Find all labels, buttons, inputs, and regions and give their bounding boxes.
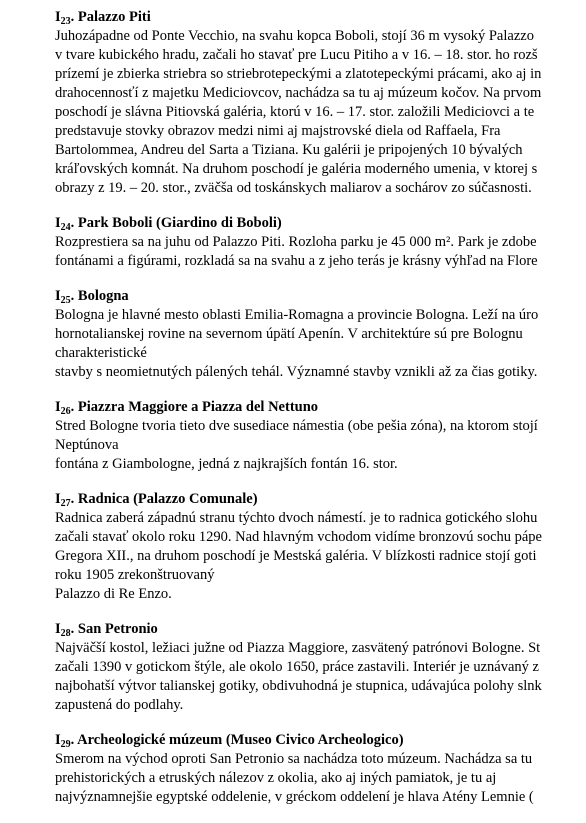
section-heading: $I_{28}$. San Petronio [55, 621, 158, 639]
body-text-line: prehistorických a etruských nálezov z okolia, ako aj iných pamiatok, je tu aj [55, 770, 497, 786]
body-text-line: Stred Bologne tvoria tieto dve susediace námestia (obe pešia zóna), na ktorom stojí [55, 418, 538, 434]
heading-title: Bologna [77, 288, 129, 304]
heading-title: Radnica (Palazzo Comunale) [77, 491, 258, 507]
heading-letter: I [55, 732, 61, 748]
heading-letter: I [55, 399, 61, 415]
body-text-line: charakteristické [55, 345, 147, 361]
heading-number: 29 [60, 739, 71, 750]
body-text-line: začali stavať okolo roku 1290. Nad hlavným vchodom vidíme bronzovú sochu pápe [55, 529, 542, 545]
body-text-line: hornotalianskej rovine na severnom úpätí Apenín. V architektúre sú pre Bolognu [55, 326, 523, 342]
body-text-line: fontána z Giambologne, jedná z najkrajších fontán 16. stor. [55, 456, 398, 472]
heading-title: Palazzo Piti [77, 9, 151, 25]
section-27 [55, 490, 586, 604]
body-text-line: najbohatší výtvor talianskej gotiky, obdivuhodná je stupnica, udávajúca polohy slnk [55, 678, 542, 694]
body-text-line: poschodí je slávna Pitiovská galéria, ktorú v 16. – 17. stor. založili Mediciovci a te [55, 104, 535, 120]
heading-number: 27 [60, 498, 71, 509]
body-text-line: predstavuje stovky obrazov medzi nimi aj majstrovské diela od Raffaela, Fra [55, 123, 501, 139]
heading-number: 25 [60, 295, 71, 306]
body-text-line: fontánami a figúrami, rozkladá sa na svahu a z jeho terás je krásny výhľad na Flore [55, 253, 538, 269]
body-text-line: stavby s neomietnutých pálených tehál. Významné stavby vznikli až za čias gotiky. [55, 364, 538, 380]
body-text-line: Najväčší kostol, ležiaci južne od Piazza Maggiore, zasvätený patrónovi Bologne. St [55, 640, 541, 656]
section-25 [55, 287, 586, 382]
heading-title: Park Boboli (Giardino di Boboli) [77, 215, 282, 231]
section-heading: $I_{26}$. Piazzra Maggiore a Piazza del Nettuno [55, 399, 319, 417]
heading-title: San Petronio [77, 621, 158, 637]
heading-letter: I [55, 621, 61, 637]
section-heading: $I_{24}$. Park Boboli (Giardino di Boboli) [55, 215, 282, 233]
heading-number: 28 [60, 628, 71, 639]
heading-letter: I [55, 9, 61, 25]
section-28 [55, 620, 586, 715]
section-heading: $I_{23}$. Palazzo Piti [55, 9, 151, 27]
body-text-line: Rozprestiera sa na juhu od Palazzo Piti. Rozloha parku je 45 000 m². Park je zdobe [55, 234, 537, 250]
section-23 [55, 8, 586, 198]
heading-title: Piazzra Maggiore a Piazza del Nettuno [77, 399, 319, 415]
body-text-line: začali 1390 v gotickom štýle, ale okolo 1650, práce zastavili. Interiér je uznávaný z [55, 659, 539, 675]
section-heading: $I_{29}$. Archeologické múzeum (Museo Civico Archeologico) [55, 732, 404, 750]
heading-letter: I [55, 491, 61, 507]
body-text-line: Gregora XII., na druhom poschodí je Mestská galéria. V blízkosti radnice stojí goti [55, 548, 537, 564]
body-text-line: Radnica zaberá západnú stranu týchto dvoch námestí. je to radnica gotického slohu [55, 510, 538, 526]
body-text-line: Smerom na východ oproti San Petronio sa nachádza toto múzeum. Nachádza sa tu [55, 751, 533, 767]
section-heading: $I_{25}$. Bologna [55, 288, 129, 306]
body-text-line: v tvare kubického hradu, začali ho stavať pre Lucu Pitiho a v 16. – 18. stor. ho rozš [55, 47, 538, 63]
body-text-line: prízemí je zbierka striebra so striebrotepeckými a zlatotepeckými prácami, ako aj in [55, 66, 542, 82]
body-text-line: obrazy z 19. – 20. stor., zväčša od toskánskych maliarov a sochárov zo súčasnosti. [55, 180, 532, 196]
body-text-line: Bologna je hlavné mesto oblasti Emilia-Romagna a provincie Bologna. Leží na úro [55, 307, 539, 323]
document-page [55, 8, 586, 823]
body-text-line: kráľovských komnát. Na druhom poschodí je galéria moderného umenia, v ktorej s [55, 161, 538, 177]
body-text-line: drahocennosťí z majetku Mediciovcov, nachádza sa tu aj múzeum kočov. Na prvom [55, 85, 542, 101]
section-29 [55, 731, 586, 807]
body-text-line: roku 1905 zrekonštruovaný [55, 567, 215, 583]
body-text-line: Bartolommea, Andreu del Sarta a Tiziana. Ku galérii je pripojených 10 bývalých [55, 142, 523, 158]
section-26 [55, 398, 586, 474]
body-text-line: zapustená do podlahy. [55, 697, 184, 713]
body-text-line: Neptúnova [55, 437, 119, 453]
body-text-line: Palazzo di Re Enzo. [55, 586, 172, 602]
body-text-line: najvýznamnejšie egyptské oddelenie, v gréckom oddelení je hlava Atény Lemnie ( [55, 789, 534, 805]
heading-number: 24 [60, 222, 71, 233]
heading-letter: I [55, 288, 61, 304]
heading-number: 23 [60, 16, 71, 27]
heading-title: Archeologické múzeum (Museo Civico Archeologico) [77, 732, 404, 748]
heading-number: 26 [60, 406, 71, 417]
heading-letter: I [55, 215, 61, 231]
section-24 [55, 214, 586, 271]
section-heading: $I_{27}$. Radnica (Palazzo Comunale) [55, 491, 258, 509]
body-text-line: Juhozápadne od Ponte Vecchio, na svahu kopca Boboli, stojí 36 m vysoký Palazzo [55, 28, 534, 44]
